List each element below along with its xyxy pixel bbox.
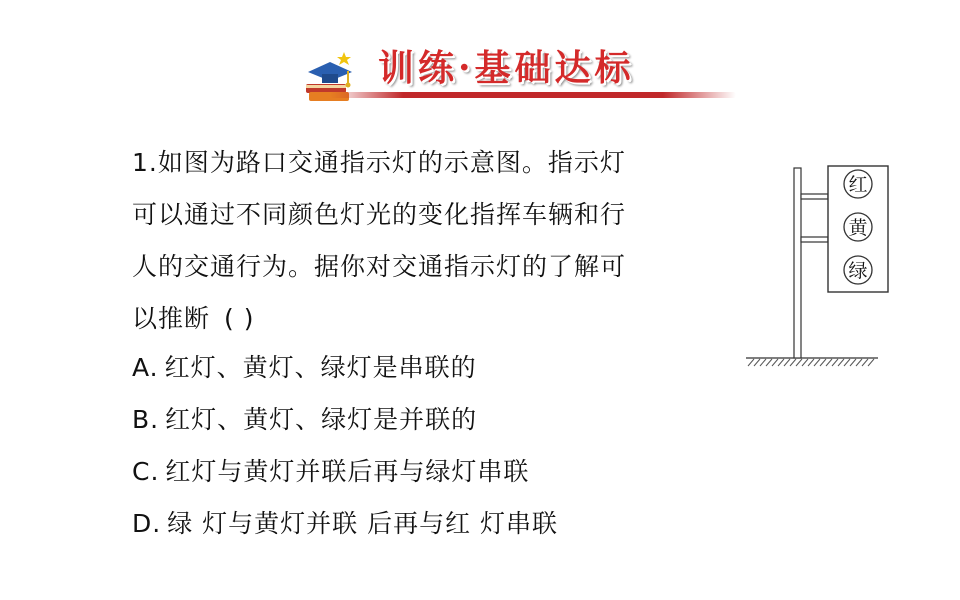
section-title: 训练·基础达标 [378, 47, 635, 89]
option-text: 红灯、黄灯、绿灯是并联的 [165, 405, 478, 434]
question-number: 1. [132, 148, 158, 177]
green-light-label: 绿 [848, 260, 868, 282]
option-key: A. [132, 353, 159, 382]
green-light [844, 256, 872, 284]
pole-brackets [801, 194, 828, 242]
pole [794, 168, 801, 358]
option-key: D. [132, 509, 162, 538]
question-stem [132, 137, 702, 345]
stem-line: 以推断 ( ) [132, 293, 702, 345]
red-light-label: 红 [848, 174, 868, 196]
stem-line: 人的交通行为。据你对交通指示灯的了解可 [132, 252, 627, 281]
title-underline [330, 92, 736, 98]
option-text: 绿 灯与黄灯并联 后再与红 灯串联 [167, 509, 559, 538]
option-text: 红灯、黄灯、绿灯是串联的 [164, 353, 477, 382]
traffic-light-diagram [740, 160, 900, 380]
books-graduation-cap-icon [300, 48, 360, 108]
option-list [132, 342, 558, 550]
section-header [300, 36, 740, 106]
option-key: C. [132, 457, 160, 486]
yellow-light-label: 黄 [848, 217, 868, 239]
red-light [844, 170, 872, 198]
answer-blank: ( ) [224, 304, 255, 333]
yellow-light [844, 213, 872, 241]
option-a[interactable] [132, 342, 558, 394]
option-d[interactable] [132, 498, 558, 550]
ground [746, 358, 878, 366]
option-text: 红灯与黄灯并联后再与绿灯串联 [165, 457, 530, 486]
option-b[interactable] [132, 394, 558, 446]
option-key: B. [132, 405, 160, 434]
stem-line: 1.如图为路口交通指示灯的示意图。指示灯 [132, 148, 626, 177]
stem-line: 可以通过不同颜色灯光的变化指挥车辆和行 [132, 200, 627, 229]
option-c[interactable] [132, 446, 558, 498]
